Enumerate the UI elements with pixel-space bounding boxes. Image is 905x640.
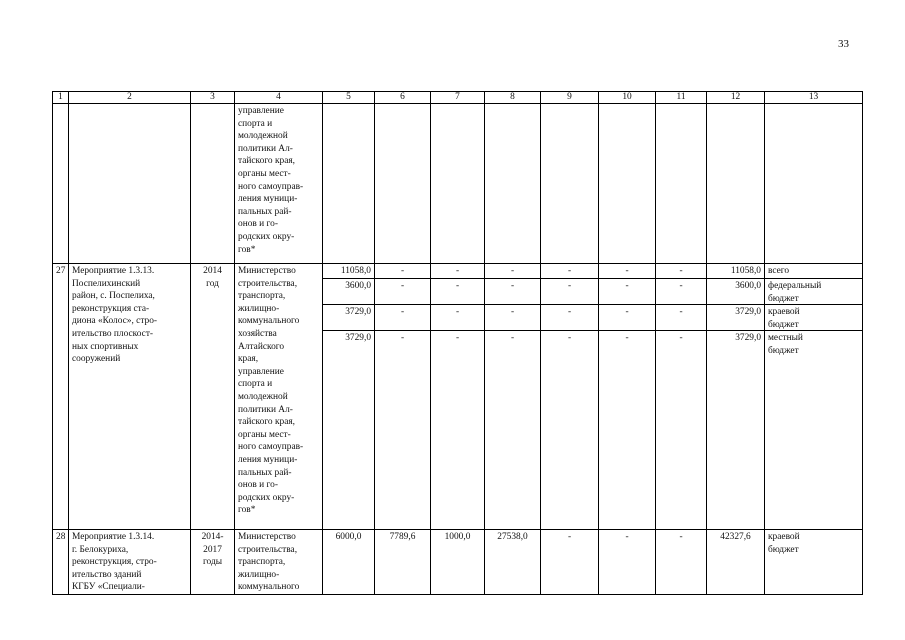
row-number: 27	[53, 264, 69, 530]
value: 42327,6	[707, 530, 765, 595]
value: 7789,6	[375, 530, 431, 595]
value: -	[541, 278, 598, 304]
col9-cell	[541, 264, 599, 530]
funding-source: федеральный бюджет	[765, 278, 862, 304]
value: -	[541, 330, 598, 345]
col-header: 7	[431, 92, 485, 104]
value: -	[431, 304, 484, 330]
value: -	[431, 278, 484, 304]
funding-source-cell	[765, 264, 863, 530]
col-header: 1	[53, 92, 69, 104]
col-header: 5	[323, 92, 375, 104]
executor-cell: управление спорта и молодежной политики Ал- тайского края, органы мест- ного самоуправ- ления муници- пальных рай- онов и го- родских окру- гов*	[235, 104, 323, 264]
col-header: 6	[375, 92, 431, 104]
value: 3729,0	[323, 330, 374, 345]
col-header: 8	[485, 92, 541, 104]
col-header: 10	[599, 92, 656, 104]
table-row-27	[53, 264, 863, 530]
col-header: 4	[235, 92, 323, 104]
value: -	[400, 266, 405, 276]
period-cell: 2014- 2017 годы	[191, 530, 235, 595]
value: 3729,0	[323, 304, 374, 330]
value: -	[679, 266, 683, 276]
value: -	[656, 304, 706, 330]
value: -	[541, 530, 599, 595]
value: 3600,0	[323, 278, 374, 304]
period-cell: 2014 год	[191, 264, 235, 530]
col-header: 2	[69, 92, 191, 104]
col5-cell	[323, 264, 375, 530]
measure-description: Мероприятие 1.3.13. Поспелихинский район, с. Поспелиха, реконструкция ста- диона «Колос», стро- ительство плоскост- ных спортивных сооружений	[69, 264, 191, 530]
value: -	[455, 266, 460, 276]
col-header: 3	[191, 92, 235, 104]
value: -	[599, 330, 655, 345]
table-row-28	[53, 530, 863, 595]
value: 3729,0	[707, 304, 764, 330]
row-number: 28	[53, 530, 69, 595]
value: 3600,0	[707, 278, 764, 304]
value: -	[625, 266, 629, 276]
value: -	[599, 530, 656, 595]
table-row-continuation	[53, 104, 863, 264]
value: 3729,0	[707, 330, 764, 345]
value: -	[656, 330, 706, 345]
funding-source: краевой бюджет	[765, 304, 862, 330]
value: -	[656, 530, 707, 595]
value: -	[567, 266, 572, 276]
value: -	[375, 278, 430, 304]
value: 1000,0	[431, 530, 485, 595]
value: -	[485, 278, 540, 304]
col-header: 13	[765, 92, 863, 104]
value: 27538,0	[485, 530, 541, 595]
col6-cell	[375, 264, 431, 530]
value: 6000,0	[323, 530, 375, 595]
value: -	[375, 304, 430, 330]
col11-cell	[656, 264, 707, 530]
executor-cell: Министерство строительства, транспорта, жилищно- коммунального	[235, 530, 323, 595]
funding-source: всего	[768, 266, 790, 276]
value: -	[431, 330, 484, 345]
col10-cell	[599, 264, 656, 530]
funding-source: краевой бюджет	[765, 530, 863, 595]
executor-cell: Министерство строительства, транспорта, жилищно- коммунального хозяйства Алтайского края, управление спорта и молодежной политики Ал- тайского края, органы мест- ного самоуправ- ления муници- пальных рай- онов и го- родских окру- гов*	[235, 264, 323, 530]
value: -	[656, 278, 706, 304]
value: 11058,0	[730, 266, 761, 276]
value: -	[485, 304, 540, 330]
col12-cell	[707, 264, 765, 530]
column-numbers-row	[53, 92, 863, 104]
value: -	[599, 304, 655, 330]
value: -	[375, 330, 430, 345]
funding-source: местный бюджет	[765, 330, 862, 357]
col-header: 12	[707, 92, 765, 104]
col8-cell	[485, 264, 541, 530]
value: 11058,0	[340, 266, 371, 276]
value: -	[541, 304, 598, 330]
col-header: 9	[541, 92, 599, 104]
col-header: 11	[656, 92, 707, 104]
page-number: 33	[838, 38, 849, 50]
value: -	[599, 278, 655, 304]
col7-cell	[431, 264, 485, 530]
budget-table	[52, 91, 863, 595]
value: -	[485, 330, 540, 345]
measure-description: Мероприятие 1.3.14. г. Белокуриха, реконструкция, стро- ительство зданий КГБУ «Специали-	[69, 530, 191, 595]
value: -	[510, 266, 515, 276]
